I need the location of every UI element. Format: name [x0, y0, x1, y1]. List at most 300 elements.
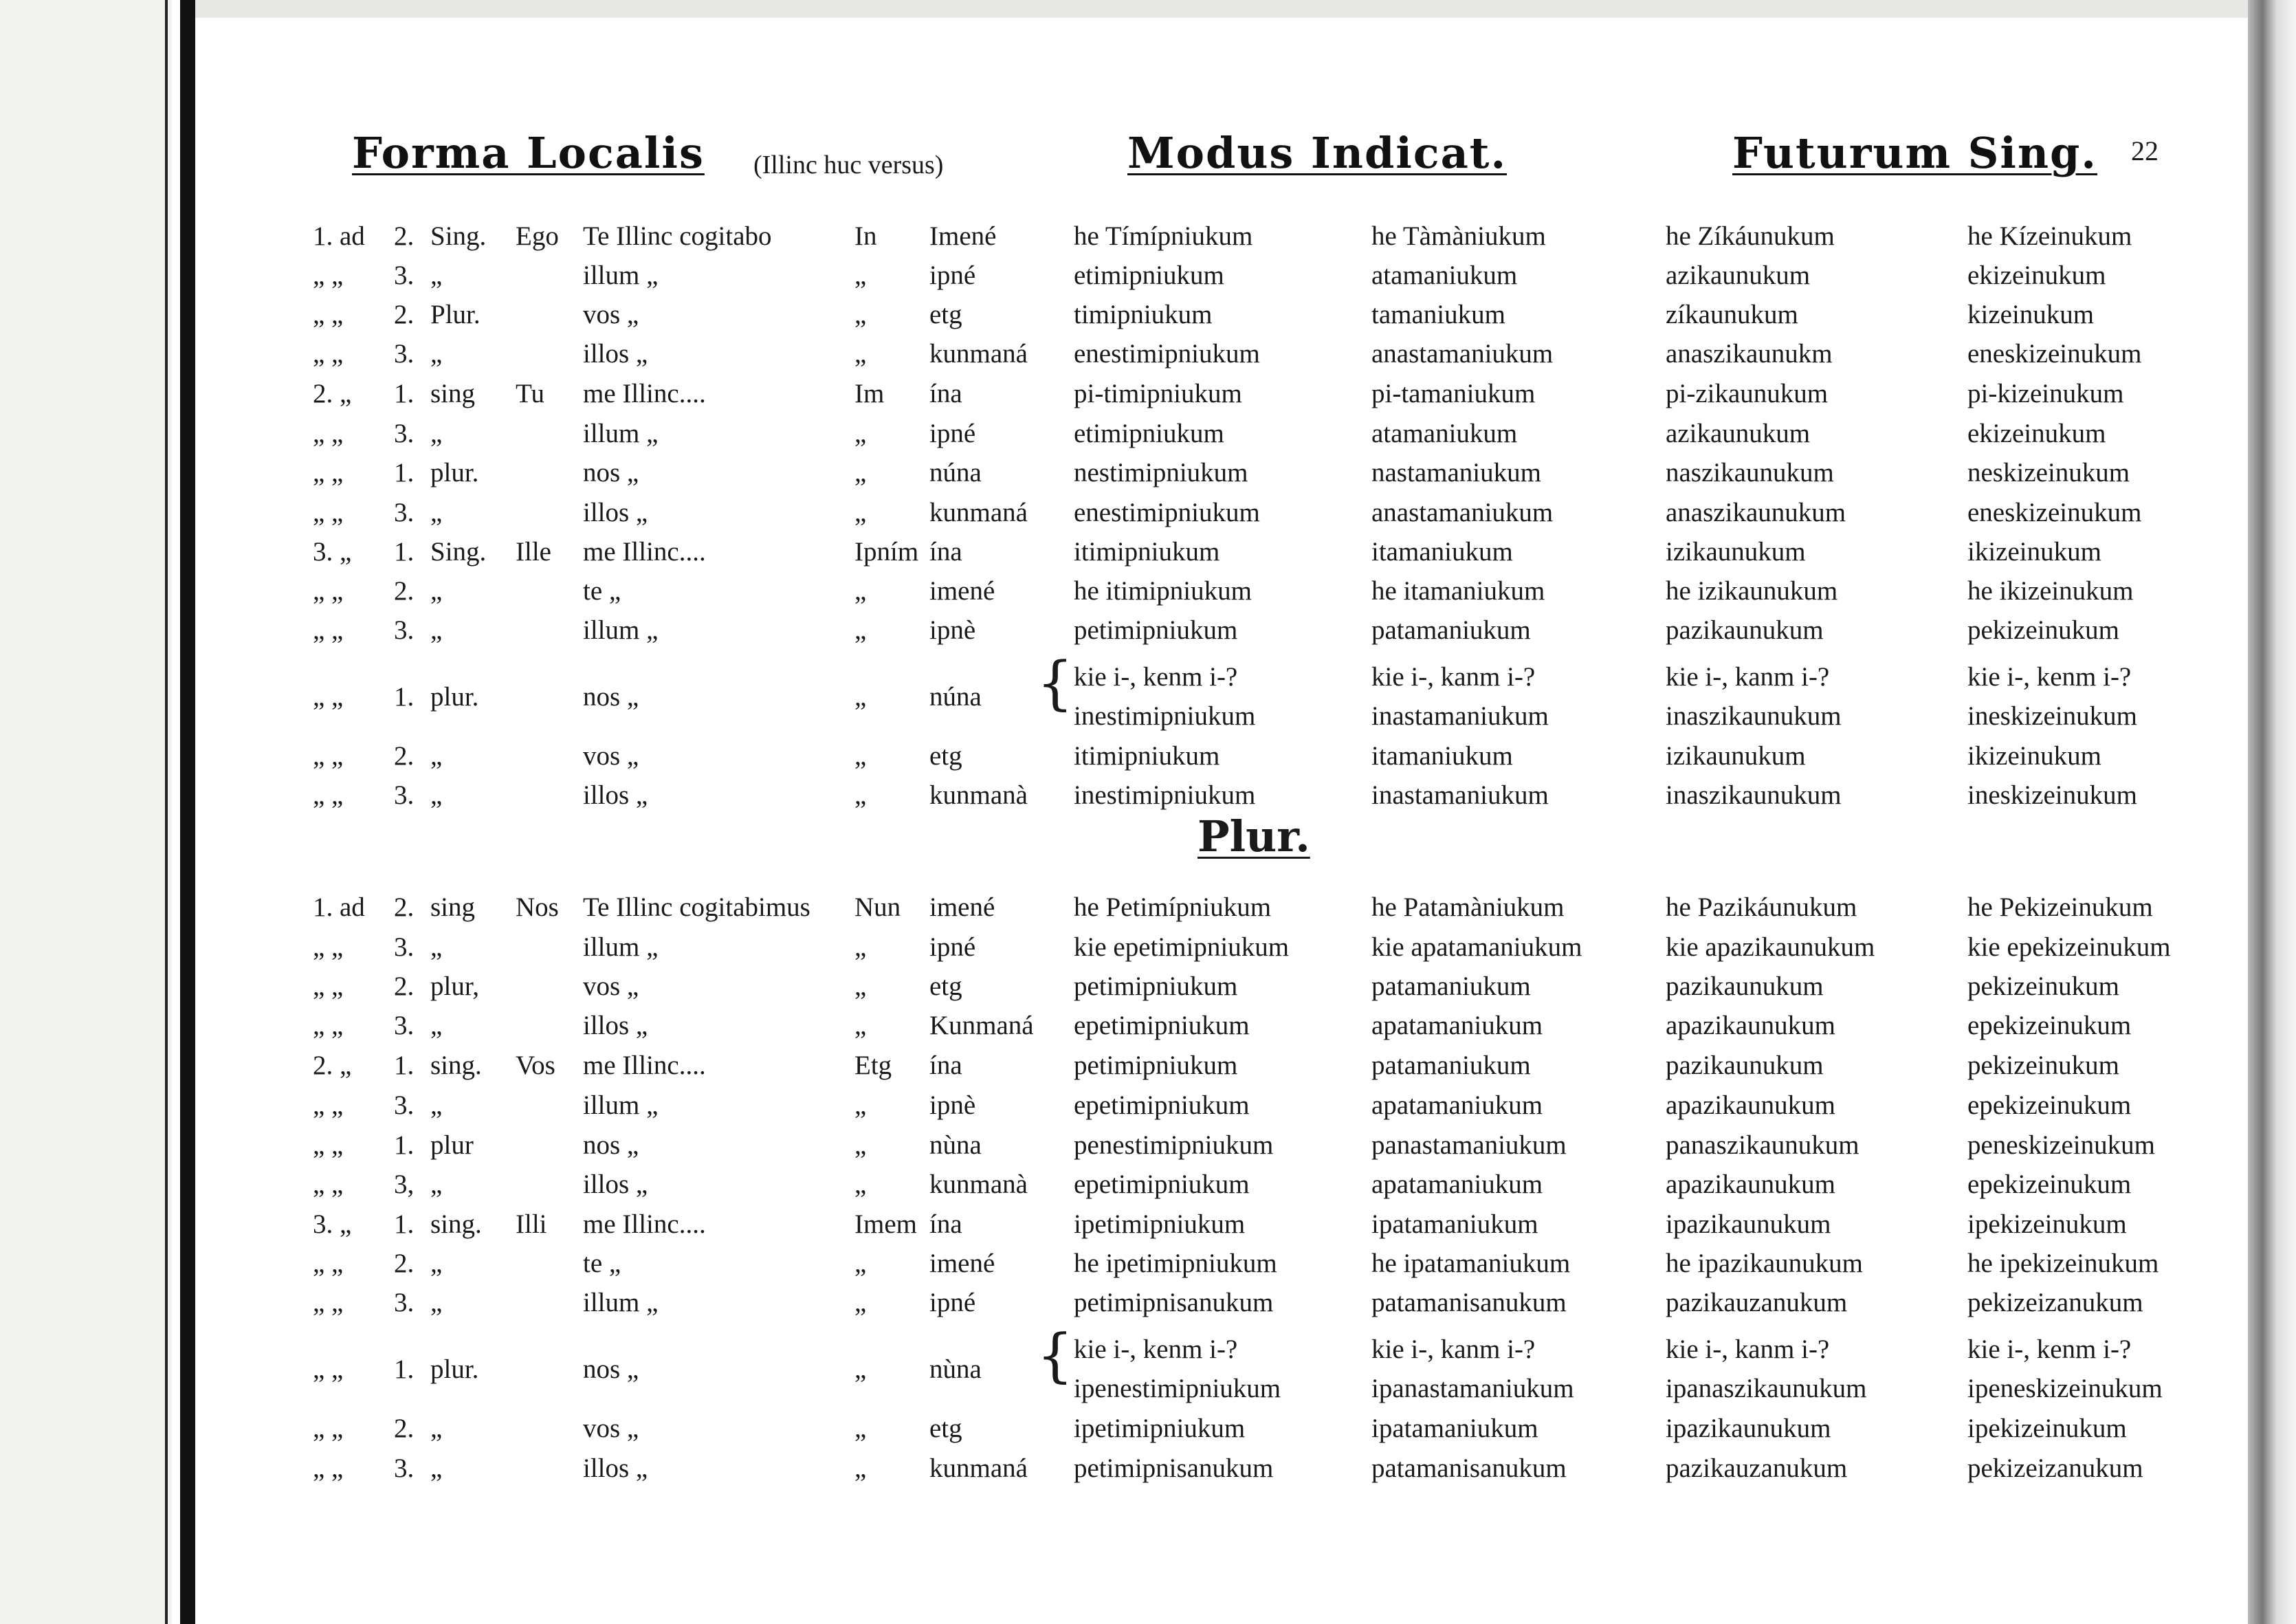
- form-col4-cell: ipeneskizeinukum: [1967, 1374, 2163, 1403]
- form-col3-cell: panaszikaunukum: [1666, 1130, 1859, 1160]
- form-col2-cell: ipatamaniukum: [1371, 1414, 1538, 1443]
- number-cell: 2.: [394, 221, 415, 251]
- form-col3-cell: he izikaunukum: [1666, 576, 1838, 606]
- number-cell: 1.: [394, 379, 415, 408]
- subject-cell: Nos: [516, 892, 559, 922]
- form-col1-cell: inestimipniukum: [1074, 701, 1256, 731]
- form-col3-cell: azikaunukum: [1666, 261, 1811, 290]
- label-cell: sing: [430, 892, 476, 922]
- form-col2-cell: atamaniukum: [1371, 419, 1518, 448]
- form-col2-cell: nastamaniukum: [1371, 458, 1541, 487]
- form-col2-cell: ipatamaniukum: [1371, 1209, 1538, 1239]
- form-col3-cell: anaszikaunukum: [1666, 498, 1846, 527]
- person-cell: „ „: [313, 339, 344, 369]
- pronoun-cell: nùna: [929, 1354, 982, 1384]
- person-cell: „ „: [313, 1288, 344, 1317]
- form-col2-cell: kie i-, kanm i-?: [1371, 1335, 1536, 1364]
- form-col2-cell: patamaniukum: [1371, 972, 1531, 1001]
- book-spine: [180, 0, 195, 1624]
- form-col3-cell: kie apazikaunukum: [1666, 932, 1875, 962]
- form-col4-cell: epekizeinukum: [1967, 1011, 2132, 1040]
- page-top-edge: [195, 0, 2248, 18]
- form-col4-cell: pi-kizeinukum: [1967, 379, 2124, 408]
- person-cell: „ „: [313, 741, 344, 771]
- form-col4-cell: kie i-, kenm i-?: [1967, 1335, 2132, 1364]
- form-col4-cell: kie epekizeinukum: [1967, 932, 2171, 962]
- object-cell: illos „: [583, 1453, 648, 1483]
- plural-heading: Plur.: [1197, 811, 1310, 862]
- subject-cell: Ille: [516, 537, 551, 567]
- form-col3-cell: azikaunukum: [1666, 419, 1811, 448]
- label-cell: sing.: [430, 1209, 482, 1239]
- form-col1-cell: petimipniukum: [1074, 615, 1238, 645]
- brace-symbol: {: [1037, 649, 1074, 716]
- pronoun-cell: ipné: [929, 932, 976, 962]
- form-col3-cell: pi-zikaunukum: [1666, 379, 1829, 408]
- number-cell: 3.: [394, 1090, 415, 1120]
- form-col3-cell: ipazikaunukum: [1666, 1209, 1831, 1239]
- label-cell: „: [430, 339, 443, 369]
- form-col2-cell: anastamaniukum: [1371, 498, 1554, 527]
- form-col1-cell: inestimipniukum: [1074, 780, 1256, 810]
- form-col4-cell: kizeinukum: [1967, 300, 2095, 329]
- object-cell: illum „: [583, 419, 659, 448]
- form-col2-cell: apatamaniukum: [1371, 1011, 1543, 1040]
- form-col4-cell: ipekizeinukum: [1967, 1209, 2127, 1239]
- label-cell: „: [430, 576, 443, 606]
- number-cell: 1.: [394, 1354, 415, 1384]
- prefix-cell: „: [854, 741, 867, 771]
- label-cell: „: [430, 932, 443, 962]
- number-cell: 2.: [394, 300, 415, 329]
- form-col1-cell: epetimipniukum: [1074, 1170, 1250, 1199]
- form-col4-cell: ineskizeinukum: [1967, 701, 2137, 731]
- number-cell: 2.: [394, 1249, 415, 1278]
- form-col3-cell: pazikaunukum: [1666, 615, 1824, 645]
- title-forma-localis: Forma Localis: [352, 128, 705, 178]
- number-cell: 3.: [394, 419, 415, 448]
- form-col3-cell: he ipazikaunukum: [1666, 1249, 1863, 1278]
- form-col4-cell: epekizeinukum: [1967, 1090, 2132, 1120]
- form-col3-cell: inaszikaunukum: [1666, 701, 1842, 731]
- form-col3-cell: zíkaunukum: [1666, 300, 1798, 329]
- pronoun-cell: ipné: [929, 261, 976, 290]
- page-number: 22: [2131, 135, 2159, 166]
- form-col1-cell: etimipniukum: [1074, 419, 1224, 448]
- form-col2-cell: he Tàmàniukum: [1371, 221, 1546, 251]
- form-col3-cell: pazikauzanukum: [1666, 1453, 1848, 1483]
- form-col3-cell: ipanaszikaunukum: [1666, 1374, 1867, 1403]
- pronoun-cell: ipnè: [929, 1090, 976, 1120]
- person-cell: „ „: [313, 300, 344, 329]
- form-col3-cell: izikaunukum: [1666, 741, 1806, 771]
- label-cell: plur.: [430, 458, 479, 487]
- person-cell: 1. ad: [313, 892, 365, 922]
- person-cell: „ „: [313, 615, 344, 645]
- form-col3-cell: apazikaunukum: [1666, 1170, 1835, 1199]
- person-cell: „ „: [313, 972, 344, 1001]
- object-cell: illum „: [583, 261, 659, 290]
- pronoun-cell: Imené: [929, 221, 997, 251]
- number-cell: 3.: [394, 261, 415, 290]
- form-col3-cell: pazikaunukum: [1666, 1051, 1824, 1080]
- form-col2-cell: apatamaniukum: [1371, 1170, 1543, 1199]
- person-cell: 3. „: [313, 537, 352, 567]
- form-col1-cell: he ipetimipniukum: [1074, 1249, 1277, 1278]
- form-col1-cell: itimipniukum: [1074, 537, 1220, 567]
- label-cell: „: [430, 419, 443, 448]
- prefix-cell: „: [854, 300, 867, 329]
- object-cell: nos „: [583, 1354, 639, 1384]
- form-col2-cell: kie i-, kanm i-?: [1371, 662, 1536, 692]
- form-col1-cell: nestimipniukum: [1074, 458, 1248, 487]
- subject-cell: Illi: [516, 1209, 547, 1239]
- person-cell: „ „: [313, 419, 344, 448]
- label-cell: „: [430, 498, 443, 527]
- prefix-cell: „: [854, 615, 867, 645]
- label-cell: plur.: [430, 682, 479, 712]
- object-cell: vos „: [583, 1414, 639, 1443]
- form-col4-cell: kie i-, kenm i-?: [1967, 662, 2132, 692]
- form-col4-cell: eneskizeinukum: [1967, 339, 2142, 369]
- label-cell: plur.: [430, 1354, 479, 1384]
- object-cell: illum „: [583, 615, 659, 645]
- form-col1-cell: kie i-, kenm i-?: [1074, 1335, 1238, 1364]
- label-cell: „: [430, 1170, 443, 1199]
- form-col1-cell: he Petimípniukum: [1074, 892, 1272, 922]
- number-cell: 3.: [394, 615, 415, 645]
- form-col4-cell: ikizeinukum: [1967, 537, 2101, 567]
- form-col2-cell: inastamaniukum: [1371, 701, 1549, 731]
- form-col4-cell: ipekizeinukum: [1967, 1414, 2127, 1443]
- form-col1-cell: petimipniukum: [1074, 1051, 1238, 1080]
- form-col3-cell: pazikaunukum: [1666, 972, 1824, 1001]
- number-cell: 1.: [394, 458, 415, 487]
- person-cell: „ „: [313, 1011, 344, 1040]
- prefix-cell: „: [854, 576, 867, 606]
- form-col2-cell: panastamaniukum: [1371, 1130, 1567, 1160]
- form-col3-cell: anaszikaunukm: [1666, 339, 1833, 369]
- person-cell: „ „: [313, 1414, 344, 1443]
- object-cell: nos „: [583, 1130, 639, 1160]
- number-cell: 1.: [394, 1130, 415, 1160]
- object-cell: illum „: [583, 932, 659, 962]
- form-col2-cell: kie apatamaniukum: [1371, 932, 1582, 962]
- object-cell: me Illinc....: [583, 379, 706, 408]
- form-col4-cell: pekizeizanukum: [1967, 1288, 2143, 1317]
- number-cell: 3.: [394, 1453, 415, 1483]
- pronoun-cell: imené: [929, 892, 995, 922]
- label-cell: „: [430, 1288, 443, 1317]
- form-col4-cell: neskizeinukum: [1967, 458, 2130, 487]
- form-col4-cell: eneskizeinukum: [1967, 498, 2142, 527]
- label-cell: „: [430, 1249, 443, 1278]
- pronoun-cell: kunmanà: [929, 780, 1028, 810]
- form-col4-cell: he ikizeinukum: [1967, 576, 2134, 606]
- form-col4-cell: ekizeinukum: [1967, 419, 2106, 448]
- pronoun-cell: etg: [929, 741, 962, 771]
- form-col1-cell: pi-timipniukum: [1074, 379, 1242, 408]
- form-col2-cell: ipanastamaniukum: [1371, 1374, 1574, 1403]
- number-cell: 3,: [394, 1170, 415, 1199]
- prefix-cell: „: [854, 1414, 867, 1443]
- pronoun-cell: etg: [929, 1414, 962, 1443]
- form-col3-cell: apazikaunukum: [1666, 1090, 1835, 1120]
- binding-line: [165, 0, 168, 1624]
- person-cell: 2. „: [313, 379, 352, 408]
- object-cell: nos „: [583, 458, 639, 487]
- pronoun-cell: etg: [929, 972, 962, 1001]
- person-cell: „ „: [313, 498, 344, 527]
- form-col1-cell: epetimipniukum: [1074, 1011, 1250, 1040]
- pronoun-cell: kunmaná: [929, 1453, 1028, 1483]
- prefix-cell: Im: [854, 379, 885, 408]
- pronoun-cell: núna: [929, 458, 982, 487]
- form-col4-cell: pekizeinukum: [1967, 972, 2119, 1001]
- form-col1-cell: he itimipniukum: [1074, 576, 1252, 606]
- object-cell: me Illinc....: [583, 1051, 706, 1080]
- form-col2-cell: pi-tamaniukum: [1371, 379, 1536, 408]
- form-col4-cell: he Kízeinukum: [1967, 221, 2132, 251]
- number-cell: 2.: [394, 1414, 415, 1443]
- person-cell: „ „: [313, 1249, 344, 1278]
- number-cell: 2.: [394, 892, 415, 922]
- form-col2-cell: itamaniukum: [1371, 537, 1513, 567]
- prefix-cell: In: [854, 221, 877, 251]
- object-cell: vos „: [583, 741, 639, 771]
- object-cell: illos „: [583, 1170, 648, 1199]
- number-cell: 3.: [394, 1288, 415, 1317]
- form-col4-cell: epekizeinukum: [1967, 1170, 2132, 1199]
- number-cell: 3.: [394, 498, 415, 527]
- pronoun-cell: imené: [929, 576, 995, 606]
- pronoun-cell: ína: [929, 1209, 962, 1239]
- prefix-cell: Etg: [854, 1051, 892, 1080]
- number-cell: 1.: [394, 1209, 415, 1239]
- label-cell: „: [430, 1453, 443, 1483]
- prefix-cell: „: [854, 1354, 867, 1384]
- form-col1-cell: kie epetimipniukum: [1074, 932, 1290, 962]
- form-col1-cell: epetimipniukum: [1074, 1090, 1250, 1120]
- form-col4-cell: pekizeinukum: [1967, 1051, 2119, 1080]
- label-cell: plur: [430, 1130, 474, 1160]
- number-cell: 2.: [394, 576, 415, 606]
- subject-cell: Ego: [516, 221, 559, 251]
- subject-cell: Tu: [516, 379, 544, 408]
- form-col3-cell: ipazikaunukum: [1666, 1414, 1831, 1443]
- number-cell: 1.: [394, 682, 415, 712]
- number-cell: 3.: [394, 932, 415, 962]
- form-col4-cell: ineskizeinukum: [1967, 780, 2137, 810]
- prefix-cell: „: [854, 458, 867, 487]
- object-cell: illum „: [583, 1090, 659, 1120]
- form-col4-cell: pekizeinukum: [1967, 615, 2119, 645]
- form-col4-cell: he ipekizeinukum: [1967, 1249, 2159, 1278]
- object-cell: me Illinc....: [583, 537, 706, 567]
- label-cell: „: [430, 780, 443, 810]
- form-col2-cell: atamaniukum: [1371, 261, 1518, 290]
- pronoun-cell: núna: [929, 682, 982, 712]
- prefix-cell: Nun: [854, 892, 901, 922]
- prefix-cell: „: [854, 419, 867, 448]
- form-col2-cell: anastamaniukum: [1371, 339, 1554, 369]
- form-col1-cell: he Tímípniukum: [1074, 221, 1253, 251]
- number-cell: 1.: [394, 1051, 415, 1080]
- label-cell: Sing.: [430, 221, 487, 251]
- label-cell: sing: [430, 379, 476, 408]
- brace-symbol: {: [1037, 1321, 1074, 1389]
- page-right-edge: [2248, 0, 2296, 1624]
- person-cell: „ „: [313, 458, 344, 487]
- number-cell: 1.: [394, 537, 415, 567]
- person-cell: 2. „: [313, 1051, 352, 1080]
- subtitle-illinc-huc: (Illinc huc versus): [753, 151, 944, 179]
- form-col1-cell: timipniukum: [1074, 300, 1213, 329]
- prefix-cell: „: [854, 1453, 867, 1483]
- title-futurum-sing: Futurum Sing.: [1732, 128, 2097, 178]
- form-col1-cell: petimipniukum: [1074, 972, 1238, 1001]
- subject-cell: Vos: [516, 1051, 555, 1080]
- form-col3-cell: kie i-, kanm i-?: [1666, 662, 1830, 692]
- form-col1-cell: enestimipniukum: [1074, 498, 1260, 527]
- pronoun-cell: ína: [929, 379, 962, 408]
- form-col3-cell: izikaunukum: [1666, 537, 1806, 567]
- prefix-cell: „: [854, 1011, 867, 1040]
- number-cell: 3.: [394, 780, 415, 810]
- form-col2-cell: patamanisanukum: [1371, 1288, 1567, 1317]
- object-cell: illos „: [583, 339, 648, 369]
- form-col4-cell: ikizeinukum: [1967, 741, 2101, 771]
- person-cell: „ „: [313, 780, 344, 810]
- form-col2-cell: he itamaniukum: [1371, 576, 1545, 606]
- pronoun-cell: Kunmaná: [929, 1011, 1034, 1040]
- person-cell: „ „: [313, 1170, 344, 1199]
- person-cell: „ „: [313, 682, 344, 712]
- object-cell: illos „: [583, 1011, 648, 1040]
- person-cell: 1. ad: [313, 221, 365, 251]
- number-cell: 3.: [394, 1011, 415, 1040]
- form-col1-cell: penestimipniukum: [1074, 1130, 1274, 1160]
- form-col1-cell: ipetimipniukum: [1074, 1414, 1246, 1443]
- form-col3-cell: he Zíkáunukum: [1666, 221, 1835, 251]
- prefix-cell: „: [854, 972, 867, 1001]
- label-cell: „: [430, 1414, 443, 1443]
- person-cell: „ „: [313, 932, 344, 962]
- label-cell: sing.: [430, 1051, 482, 1080]
- form-col1-cell: enestimipniukum: [1074, 339, 1260, 369]
- label-cell: „: [430, 1011, 443, 1040]
- form-col2-cell: inastamaniukum: [1371, 780, 1549, 810]
- pronoun-cell: kunmaná: [929, 498, 1028, 527]
- prefix-cell: „: [854, 1170, 867, 1199]
- pronoun-cell: kunmanà: [929, 1170, 1028, 1199]
- form-col2-cell: he Patamàniukum: [1371, 892, 1565, 922]
- prefix-cell: „: [854, 339, 867, 369]
- object-cell: vos „: [583, 972, 639, 1001]
- object-cell: me Illinc....: [583, 1209, 706, 1239]
- form-col3-cell: inaszikaunukum: [1666, 780, 1842, 810]
- form-col4-cell: pekizeizanukum: [1967, 1453, 2143, 1483]
- person-cell: „ „: [313, 261, 344, 290]
- form-col2-cell: apatamaniukum: [1371, 1090, 1543, 1120]
- object-cell: illum „: [583, 1288, 659, 1317]
- form-col2-cell: itamaniukum: [1371, 741, 1513, 771]
- prefix-cell: „: [854, 682, 867, 712]
- form-col1-cell: ipenestimipniukum: [1074, 1374, 1281, 1403]
- label-cell: „: [430, 261, 443, 290]
- pronoun-cell: imené: [929, 1249, 995, 1278]
- title-modus-indicat: Modus Indicat.: [1127, 128, 1508, 178]
- pronoun-cell: nùna: [929, 1130, 982, 1160]
- prefix-cell: „: [854, 498, 867, 527]
- form-col3-cell: apazikaunukum: [1666, 1011, 1835, 1040]
- object-cell: te „: [583, 576, 621, 606]
- person-cell: „ „: [313, 1453, 344, 1483]
- form-col2-cell: patamaniukum: [1371, 1051, 1531, 1080]
- form-col4-cell: peneskizeinukum: [1967, 1130, 2155, 1160]
- object-cell: illos „: [583, 780, 648, 810]
- object-cell: te „: [583, 1249, 621, 1278]
- number-cell: 3.: [394, 339, 415, 369]
- form-col2-cell: patamanisanukum: [1371, 1453, 1567, 1483]
- form-col3-cell: pazikauzanukum: [1666, 1288, 1848, 1317]
- object-cell: nos „: [583, 682, 639, 712]
- form-col3-cell: he Pazikáunukum: [1666, 892, 1857, 922]
- prefix-cell: „: [854, 932, 867, 962]
- label-cell: „: [430, 741, 443, 771]
- prefix-cell: „: [854, 780, 867, 810]
- prefix-cell: „: [854, 1090, 867, 1120]
- label-cell: „: [430, 1090, 443, 1120]
- object-cell: illos „: [583, 498, 648, 527]
- form-col4-cell: ekizeinukum: [1967, 261, 2106, 290]
- person-cell: „ „: [313, 1130, 344, 1160]
- pronoun-cell: ína: [929, 1051, 962, 1080]
- label-cell: Sing.: [430, 537, 487, 567]
- prefix-cell: „: [854, 261, 867, 290]
- previous-page-margin: [0, 0, 172, 1624]
- pronoun-cell: ipnè: [929, 615, 976, 645]
- prefix-cell: Imem: [854, 1209, 917, 1239]
- form-col3-cell: naszikaunukum: [1666, 458, 1834, 487]
- form-col2-cell: tamaniukum: [1371, 300, 1505, 329]
- form-col2-cell: patamaniukum: [1371, 615, 1531, 645]
- form-col1-cell: itimipniukum: [1074, 741, 1220, 771]
- object-cell: Te Illinc cogitabimus: [583, 892, 810, 922]
- pronoun-cell: etg: [929, 300, 962, 329]
- form-col1-cell: kie i-, kenm i-?: [1074, 662, 1238, 692]
- number-cell: 2.: [394, 972, 415, 1001]
- pronoun-cell: ipné: [929, 1288, 976, 1317]
- label-cell: plur,: [430, 972, 480, 1001]
- pronoun-cell: kunmaná: [929, 339, 1028, 369]
- object-cell: vos „: [583, 300, 639, 329]
- person-cell: „ „: [313, 1354, 344, 1384]
- prefix-cell: „: [854, 1249, 867, 1278]
- person-cell: „ „: [313, 1090, 344, 1120]
- form-col1-cell: petimipnisanukum: [1074, 1453, 1274, 1483]
- pronoun-cell: ína: [929, 537, 962, 567]
- number-cell: 2.: [394, 741, 415, 771]
- form-col2-cell: he ipatamaniukum: [1371, 1249, 1571, 1278]
- person-cell: „ „: [313, 576, 344, 606]
- object-cell: Te Illinc cogitabo: [583, 221, 772, 251]
- form-col1-cell: etimipniukum: [1074, 261, 1224, 290]
- prefix-cell: „: [854, 1130, 867, 1160]
- prefix-cell: Ipním: [854, 537, 919, 567]
- label-cell: „: [430, 615, 443, 645]
- label-cell: Plur.: [430, 300, 481, 329]
